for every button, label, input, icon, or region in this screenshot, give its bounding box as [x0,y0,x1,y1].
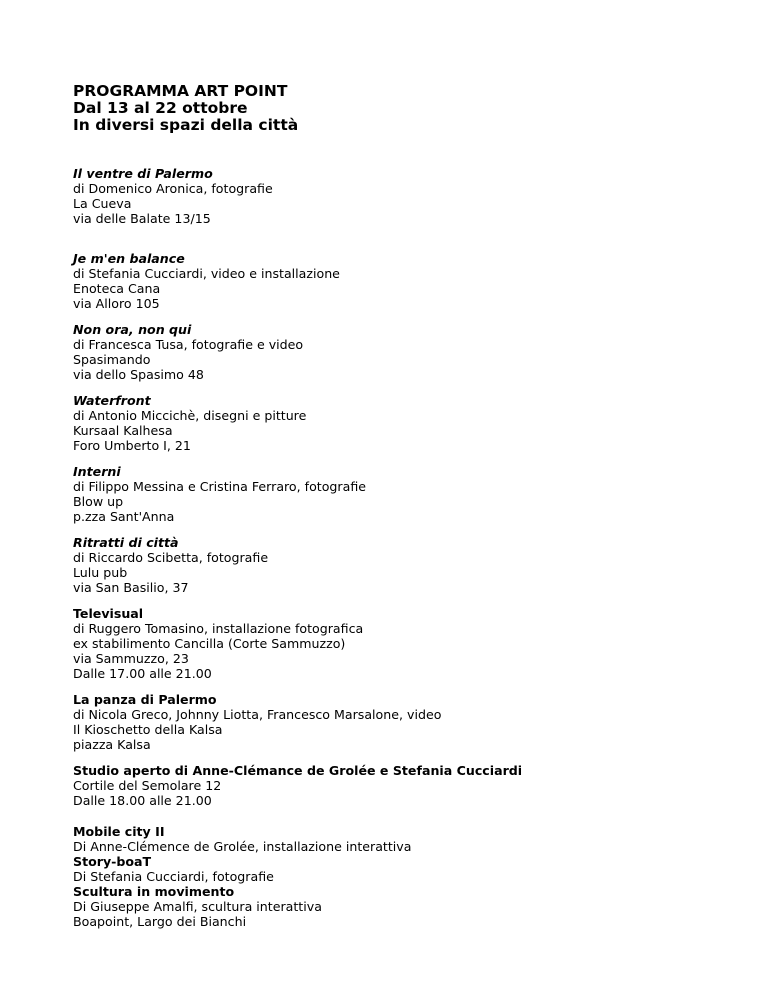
event-line: piazza Kalsa [73,737,151,752]
event-title: Je m'en balance [73,251,185,266]
program-header [73,83,298,134]
event-entry [73,824,411,929]
program-title: PROGRAMMA ART POINT [73,82,288,100]
event-line: via delle Balate 13/15 [73,211,211,226]
event-line: Di Giuseppe Amalfi, scultura interattiva [73,899,322,914]
event-line: di Stefania Cucciardi, video e installazione [73,266,340,281]
event-entry [73,606,363,681]
event-title: Studio aperto di Anne-Clémance de Grolée e Stefania Cucciardi [73,763,523,778]
event-line: via Sammuzzo, 23 [73,651,189,666]
event-title: Waterfront [73,393,151,408]
program-locations: In diversi spazi della città [73,116,299,134]
event-line: Dalle 18.00 alle 21.00 [73,793,212,808]
event-line: via Alloro 105 [73,296,160,311]
program-dates: Dal 13 al 22 ottobre [73,99,248,117]
event-line: di Francesca Tusa, fotografie e video [73,337,304,352]
event-line: via San Basilio, 37 [73,580,189,595]
event-line: Foro Umberto I, 21 [73,438,191,453]
event-title: Story-boaT [73,854,152,869]
event-line: Il Kioschetto della Kalsa [73,722,223,737]
event-line: Spasimando [73,352,151,367]
event-line: Lulu pub [73,565,128,580]
event-entry [73,535,268,595]
event-entry [73,251,340,311]
event-title: Mobile city II [73,824,165,839]
event-line: di Ruggero Tomasino, installazione fotografica [73,621,364,636]
event-line: Dalle 17.00 alle 21.00 [73,666,212,681]
event-title: Scultura in movimento [73,884,235,899]
event-line: di Filippo Messina e Cristina Ferraro, fotografie [73,479,366,494]
event-line: Blow up [73,494,124,509]
event-title: La panza di Palermo [73,692,217,707]
event-entry [73,464,366,524]
event-line: Enoteca Cana [73,281,161,296]
event-title: Televisual [73,606,144,621]
event-line: p.zza Sant'Anna [73,509,175,524]
event-title: Non ora, non qui [73,322,192,337]
event-line: via dello Spasimo 48 [73,367,204,382]
event-entry [73,393,306,453]
event-line: Boapoint, Largo dei Bianchi [73,914,247,929]
event-title: Interni [73,464,121,479]
event-line: di Domenico Aronica, fotografie [73,181,273,196]
event-line: Di Stefania Cucciardi, fotografie [73,869,274,884]
event-entry [73,763,522,808]
event-line: Cortile del Semolare 12 [73,778,222,793]
event-entry [73,166,273,226]
event-line: Di Anne-Clémence de Grolée, installazione interattiva [73,839,412,854]
event-line: Kursaal Kalhesa [73,423,173,438]
event-title: Il ventre di Palermo [73,166,213,181]
event-line: ex stabilimento Cancilla (Corte Sammuzzo) [73,636,346,651]
event-entry [73,322,303,382]
event-line: di Nicola Greco, Johnny Liotta, Francesco Marsalone, video [73,707,442,722]
event-title: Ritratti di città [73,535,179,550]
event-line: di Riccardo Scibetta, fotografie [73,550,269,565]
event-line: di Antonio Miccichè, disegni e pitture [73,408,307,423]
event-entry [73,692,441,752]
event-line: La Cueva [73,196,132,211]
